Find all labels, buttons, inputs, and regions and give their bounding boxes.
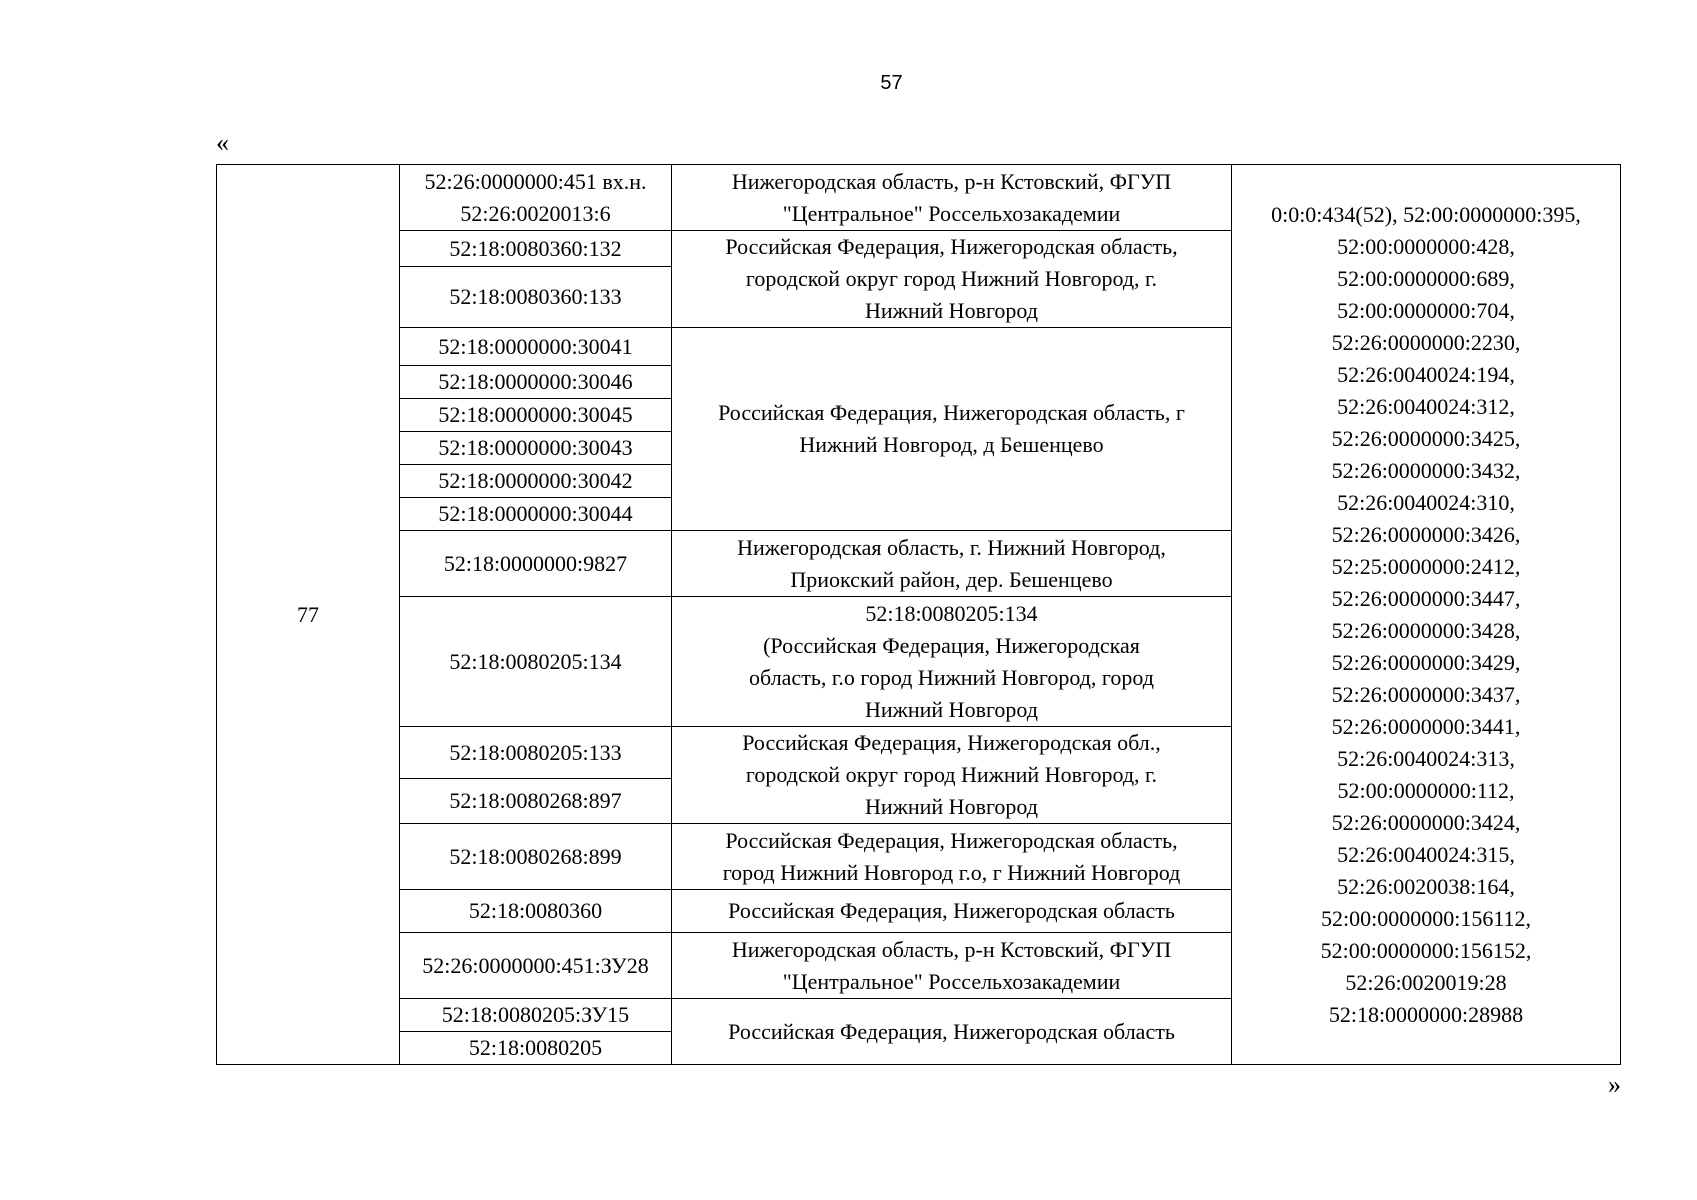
cadastral-number-cell: 52:18:0080268:897 bbox=[400, 779, 672, 824]
cadastral-number-cell: 52:18:0000000:30041 bbox=[400, 328, 672, 366]
cadastral-number-cell: 52:18:0000000:30045 bbox=[400, 399, 672, 432]
address-cell: Нижегородская область, р-н Кстовский, ФГУП "Центральное" Россельхозакадемии bbox=[672, 933, 1232, 999]
related-parcels-cell bbox=[1232, 165, 1621, 1065]
address-cell: Нижегородская область, р-н Кстовский, ФГУП "Центральное" Россельхозакадемии bbox=[672, 165, 1232, 231]
cadastral-number-cell: 52:26:0000000:451 вх.н. 52:26:0020013:6 bbox=[400, 165, 672, 231]
cadastral-number-cell: 52:18:0000000:9827 bbox=[400, 531, 672, 597]
opening-quote: « bbox=[216, 128, 229, 157]
cadastral-number-cell: 52:18:0080205:133 bbox=[400, 727, 672, 779]
address-cell: Российская Федерация, Нижегородская область, городской округ город Нижний Новгород, г. Нижний Новгород bbox=[672, 231, 1232, 328]
cadastral-number-cell: 52:18:0000000:30044 bbox=[400, 498, 672, 531]
parcel-table bbox=[216, 164, 1621, 1065]
address-cell: 52:18:0080205:134 (Российская Федерация, Нижегородская область, г.о город Нижний Новгород, город Нижний Новгород bbox=[672, 597, 1232, 727]
address-cell: Российская Федерация, Нижегородская область, город Нижний Новгород г.о, г Нижний Новгород bbox=[672, 824, 1232, 890]
address-cell: Нижегородская область, г. Нижний Новгород, Приокский район, дер. Бешенцево bbox=[672, 531, 1232, 597]
page-number: 57 bbox=[880, 72, 903, 94]
address-cell: Российская Федерация, Нижегородская область bbox=[672, 999, 1232, 1065]
cadastral-number-cell: 52:18:0080205:134 bbox=[400, 597, 672, 727]
cadastral-number-cell: 52:18:0080268:899 bbox=[400, 824, 672, 890]
cadastral-number-cell: 52:26:0000000:451:ЗУ28 bbox=[400, 933, 672, 999]
cadastral-number-cell: 52:18:0000000:30043 bbox=[400, 432, 672, 465]
address-cell: Российская Федерация, Нижегородская область, г Нижний Новгород, д Бешенцево bbox=[672, 328, 1232, 531]
cadastral-number-cell: 52:18:0000000:30042 bbox=[400, 465, 672, 498]
cadastral-number-cell: 52:18:0080205 bbox=[400, 1032, 672, 1065]
related-parcels-list: 0:0:0:434(52), 52:00:0000000:395, 52:00:0000000:428, 52:00:0000000:689, 52:00:0000000:704, 52:26:0000000:2230, 52:26:0040024:194, 52:26:0040024:312, 52:26:0000000:3425, 52:26:0000000:3432, 52:26:0040024:310, 52:26:0000000:3426, 52:25:0000000:2412, 52:26:0000000:3447, 52:26:0000000:3428, 52:26:0000000:3429, 52:26:0000000:3437, 52:26:0000000:3441, 52:26:0040024:313, 52:00:0000000:112, 52:26:0000000:3424, 52:26:0040024:315, 52:26:0020038:164, 52:00:0000000:156112, 52:00:0000000:156152, 52:26:0020019:28 52:18:0000000:28988 bbox=[1271, 201, 1581, 1027]
address-cell: Российская Федерация, Нижегородская область bbox=[672, 890, 1232, 933]
address-cell: Российская Федерация, Нижегородская обл., городской округ город Нижний Новгород, г. Нижний Новгород bbox=[672, 727, 1232, 824]
cadastral-number-cell: 52:18:0080360:133 bbox=[400, 267, 672, 328]
cadastral-number-cell: 52:18:0080360:132 bbox=[400, 231, 672, 267]
closing-quote: » bbox=[1608, 1070, 1621, 1099]
cadastral-number-cell: 52:18:0000000:30046 bbox=[400, 366, 672, 399]
cadastral-number-cell: 52:18:0080205:ЗУ15 bbox=[400, 999, 672, 1032]
row-number: 77 bbox=[217, 165, 400, 1065]
cadastral-number-cell: 52:18:0080360 bbox=[400, 890, 672, 933]
